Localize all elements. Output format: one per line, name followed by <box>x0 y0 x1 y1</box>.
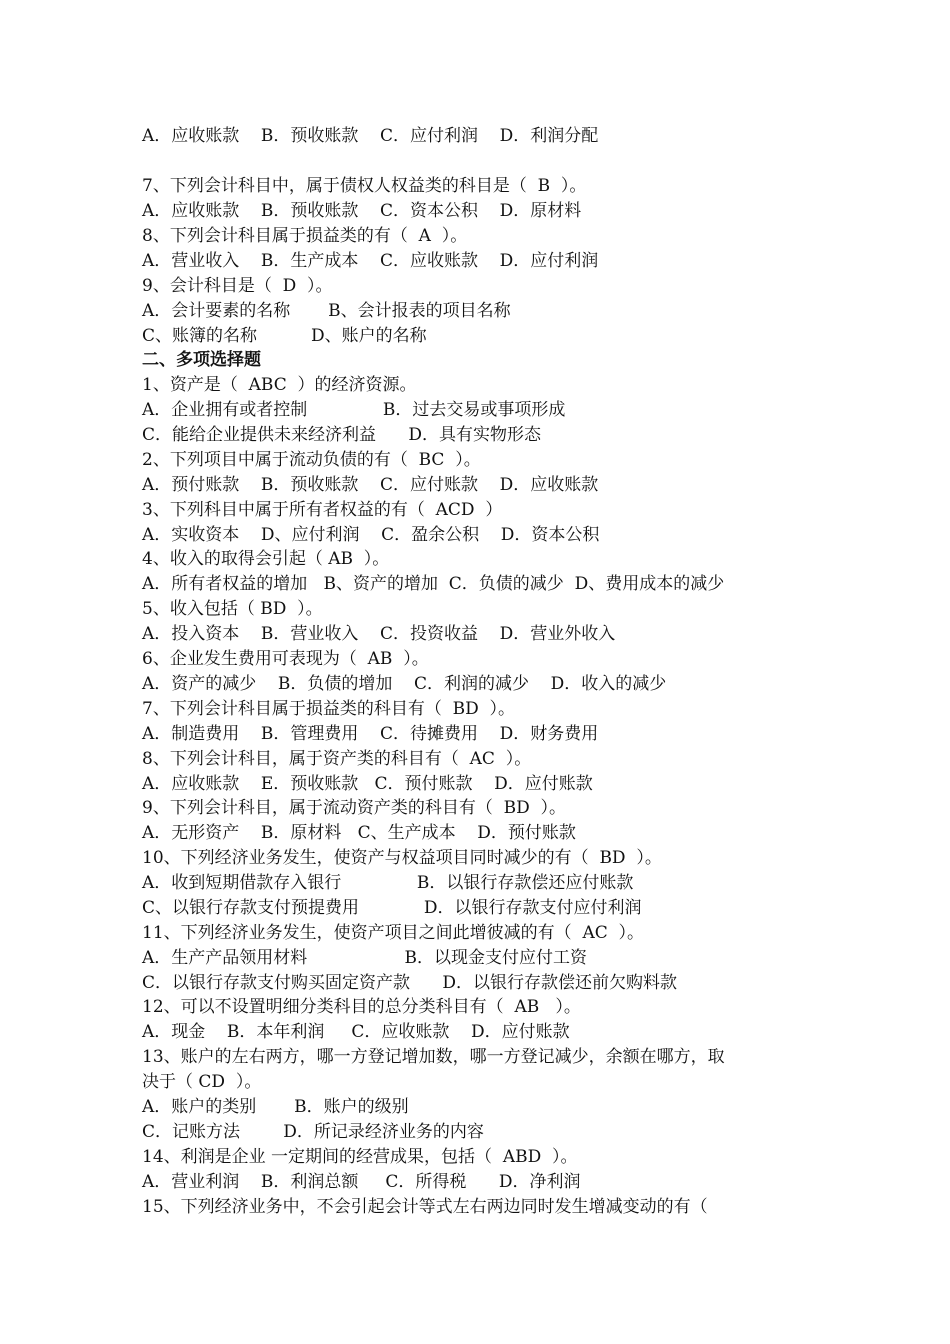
question-line: 3、下列科目中属于所有者权益的有（ ACD ） <box>142 500 503 520</box>
section-heading: 二、多项选择题 <box>142 350 261 370</box>
options-line: A．企业拥有或者控制 B．过去交易或事项形成 <box>142 400 566 420</box>
text-line: 9、会计科目是（ D ）。 <box>142 276 333 296</box>
options-line: A．现金 B．本年利润 C．应收账款 D．应付账款 <box>142 1022 570 1042</box>
question-line: 5、收入包括（ BD ）。 <box>142 599 323 619</box>
question-line: 2、下列项目中属于流动负债的有（ BC ）。 <box>142 450 481 470</box>
question-line: 13、账户的左右两方，哪一方登记增加数，哪一方登记减少，余额在哪方，取 <box>142 1047 725 1067</box>
text-line: 8、下列会计科目属于损益类的有（ A ）。 <box>142 226 468 246</box>
question-line: 6、企业发生费用可表现为（ AB ）。 <box>142 649 429 669</box>
options-line: C、以银行存款支付预提费用 D．以银行存款支付应付利润 <box>142 898 642 918</box>
options-line: A．投入资本 B．营业收入 C．投资收益 D．营业外收入 <box>142 624 616 644</box>
options-line: A．制造费用 B．管理费用 C．待摊费用 D．财务费用 <box>142 724 599 744</box>
options-line: A．所有者权益的增加 B、资产的增加 C．负债的减少 D、费用成本的减少 <box>142 574 725 594</box>
options-line: A．预付账款 B．预收账款 C．应付账款 D．应收账款 <box>142 475 599 495</box>
text-line: A．会计要素的名称 B、会计报表的项目名称 <box>142 301 511 321</box>
question-line: 15、下列经济业务中，不会引起会计等式左右两边同时发生增减变动的有（ <box>142 1197 708 1217</box>
question-line: 9、下列会计科目，属于流动资产类的科目有（ BD ）。 <box>142 798 567 818</box>
question-line-continued: 决于（ CD ）。 <box>142 1072 262 1092</box>
options-line: A．账户的类别 B．账户的级别 <box>142 1097 409 1117</box>
options-line: C．能给企业提供未来经济利益 D．具有实物形态 <box>142 425 542 445</box>
options-line: C．以银行存款支付购买固定资产款 D．以银行存款偿还前欠购料款 <box>142 973 678 993</box>
question-line: 11、下列经济业务发生，使资产项目之间此增彼减的有（ AC ）。 <box>142 923 645 943</box>
question-line: 14、利润是企业 一定期间的经营成果，包括（ ABD ）。 <box>142 1147 578 1167</box>
question-line: 12、可以不设置明细分类科目的总分类科目有（ AB ）。 <box>142 997 581 1017</box>
question-line: 10、下列经济业务发生，使资产与权益项目同时减少的有（ BD ）。 <box>142 848 662 868</box>
options-line: A．无形资产 B．原材料 C、生产成本 D．预付账款 <box>142 823 576 843</box>
text-line: A．应收账款 B．预收账款 C．应付利润 D．利润分配 <box>142 126 599 146</box>
text-line: 7、下列会计科目中，属于债权人权益类的科目是（ B ）。 <box>142 176 587 196</box>
text-line: A．应收账款 B．预收账款 C．资本公积 D．原材料 <box>142 201 582 221</box>
question-line: 4、收入的取得会引起（ AB ）。 <box>142 549 390 569</box>
question-line: 1、资产是（ ABC ）的经济资源。 <box>142 375 417 395</box>
question-line: 7、下列会计科目属于损益类的科目有（ BD ）。 <box>142 699 516 719</box>
text-line: A．营业收入 B．生产成本 C．应收账款 D．应付利润 <box>142 251 599 271</box>
text-line: C、账簿的名称 D、账户的名称 <box>142 326 427 346</box>
options-line: C．记账方法 D．所记录经济业务的内容 <box>142 1122 484 1142</box>
options-line: A．资产的减少 B．负债的增加 C．利润的减少 D．收入的减少 <box>142 674 667 694</box>
options-line: A．生产产品领用材料 B．以现金支付应付工资 <box>142 948 588 968</box>
options-line: A．收到短期借款存入银行 B．以银行存款偿还应付账款 <box>142 873 634 893</box>
question-line: 8、下列会计科目，属于资产类的科目有（ AC ）。 <box>142 749 532 769</box>
options-line: A．应收账款 E．预收账款 C．预付账款 D．应付账款 <box>142 774 593 794</box>
options-line: A．营业利润 B．利润总额 C．所得税 D．净利润 <box>142 1172 581 1192</box>
options-line: A．实收资本 D、应付利润 C．盈余公积 D．资本公积 <box>142 525 600 545</box>
